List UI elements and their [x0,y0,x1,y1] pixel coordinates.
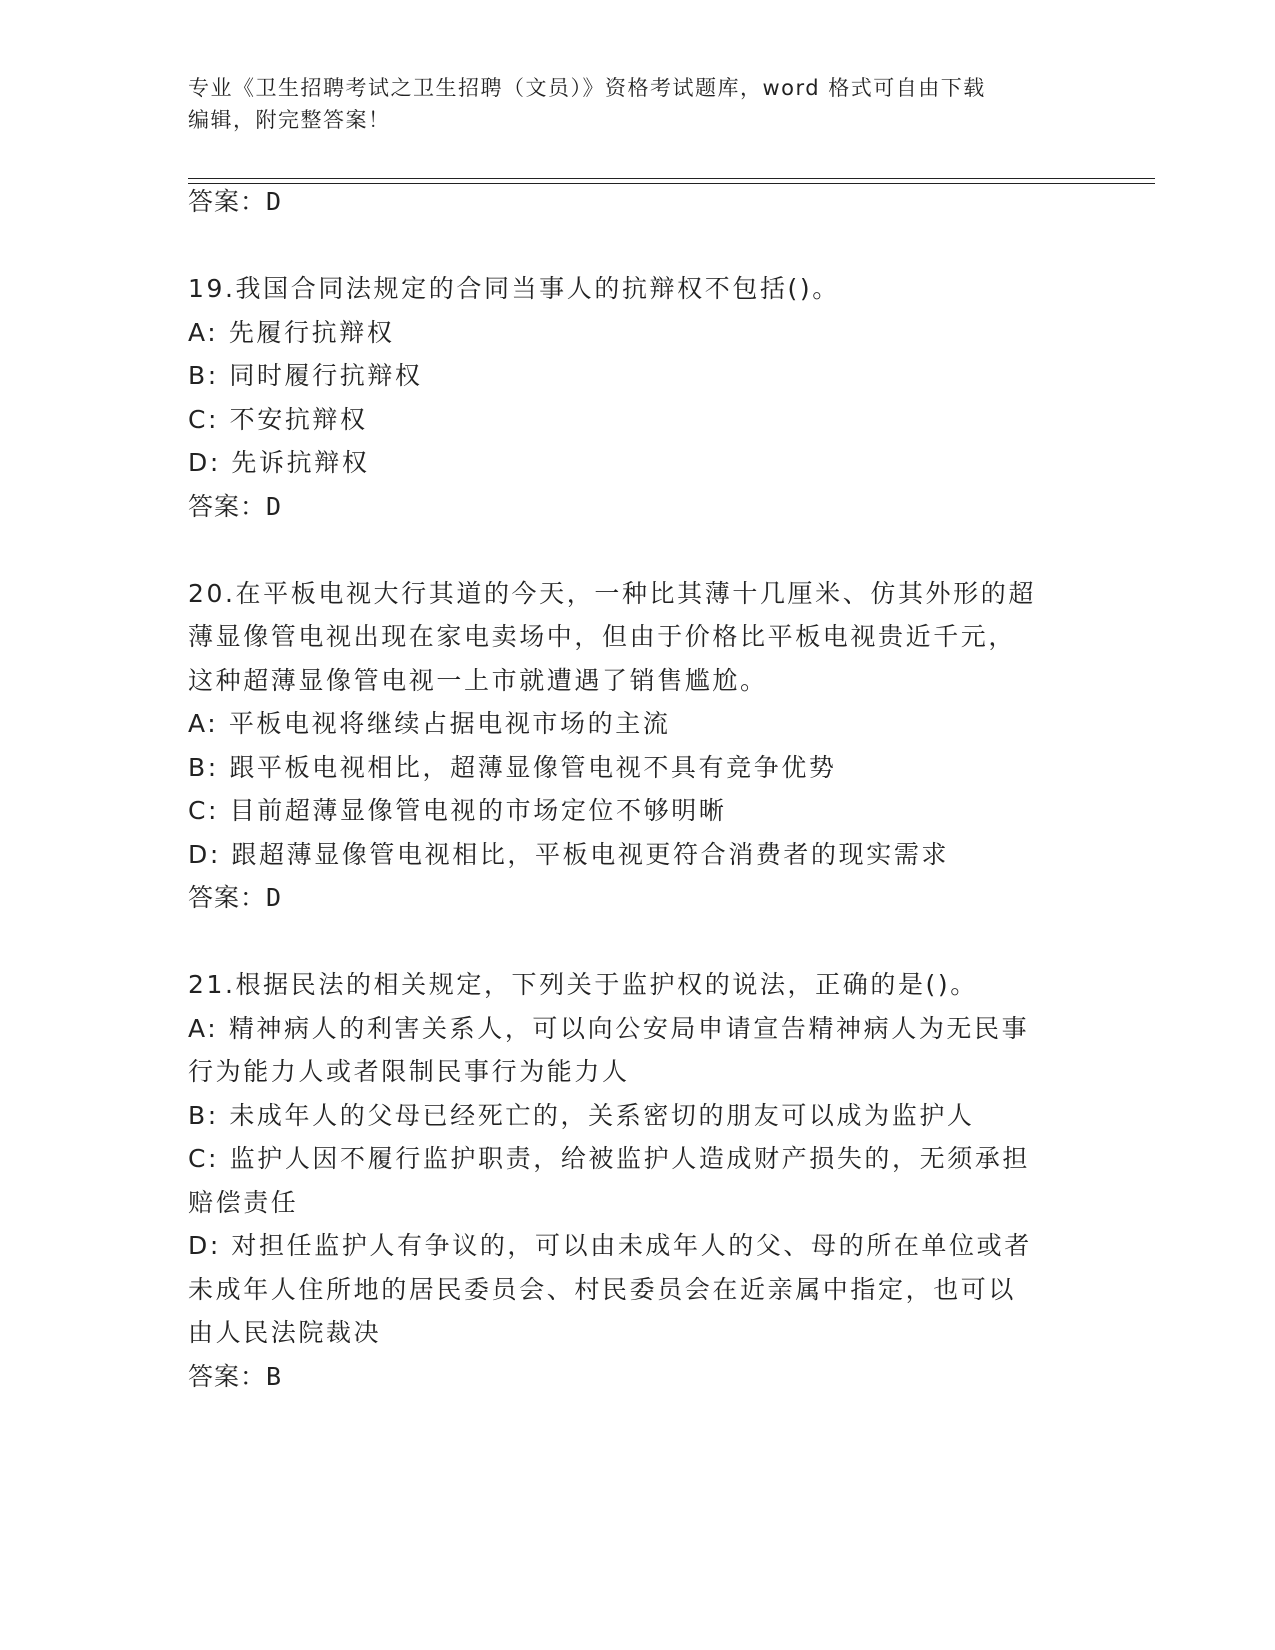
header-rule-bottom [188,183,1155,184]
answer-label: 答案： [188,492,267,521]
question-19-answer [188,490,1088,524]
question-21-option-a-line-1: A: 精神病人的利害关系人，可以向公安局申请宣告精神病人为无民事 [188,1014,1030,1043]
answer-label: 答案： [188,1362,267,1391]
header-rule-top [188,178,1155,179]
question-21-option-d-line-1: D: 对担任监护人有争议的，可以由未成年人的父、母的所在单位或者 [188,1231,1032,1260]
question-20-option-b: B: 跟平板电视相比，超薄显像管电视不具有竞争优势 [188,753,837,782]
answer-label: 答案： [188,187,267,216]
answer-value: D [266,883,283,912]
question-21-option-c-line-2: 赔偿责任 [188,1188,299,1217]
document-header [188,72,1088,136]
answer-value: D [266,492,283,521]
question-20-option-d: D: 跟超薄显像管电视相比，平板电视更符合消费者的现实需求 [188,840,950,869]
question-19-option-a: A: 先履行抗辩权 [188,318,395,347]
header-line-1: 专业《卫生招聘考试之卫生招聘（文员）》资格考试题库，word 格式可自由下载 [188,76,986,100]
question-20-stem-line-2: 薄显像管电视出现在家电卖场中，但由于价格比平板电视贵近千元， [188,622,1017,651]
question-21-option-a-line-2: 行为能力人或者限制民事行为能力人 [188,1057,630,1086]
answer-line [188,185,1088,219]
question-19-option-d: D: 先诉抗辩权 [188,448,370,477]
question-20-option-a: A: 平板电视将继续占据电视市场的主流 [188,709,671,738]
question-21-option-d-line-3: 由人民法院裁决 [188,1318,382,1347]
question-21-option-c-line-1: C: 监护人因不履行监护职责，给被监护人造成财产损失的，无须承担 [188,1144,1031,1173]
question-20-stem-line-3: 这种超薄显像管电视一上市就遭遇了销售尴尬。 [188,666,768,695]
question-21-answer [188,1360,1088,1394]
question-19-option-c: C: 不安抗辩权 [188,405,368,434]
question-20-answer [188,881,1088,915]
answer-label: 答案： [188,883,267,912]
question-21-option-d-line-2: 未成年人住所地的居民委员会、村民委员会在近亲属中指定，也可以 [188,1275,1017,1304]
answer-value: B [266,1362,283,1391]
question-19-stem: 19.我国合同法规定的合同当事人的抗辩权不包括()。 [188,274,840,303]
header-line-2: 编辑，附完整答案！ [188,108,391,132]
question-20-stem-line-1: 20.在平板电视大行其道的今天，一种比其薄十几厘米、仿其外形的超 [188,579,1036,608]
question-21-option-b: B: 未成年人的父母已经死亡的，关系密切的朋友可以成为监护人 [188,1101,975,1130]
question-20-option-c: C: 目前超薄显像管电视的市场定位不够明晰 [188,796,727,825]
question-21-stem: 21.根据民法的相关规定，下列关于监护权的说法，正确的是()。 [188,970,978,999]
question-19-option-b: B: 同时履行抗辩权 [188,361,423,390]
answer-value: D [266,187,283,216]
